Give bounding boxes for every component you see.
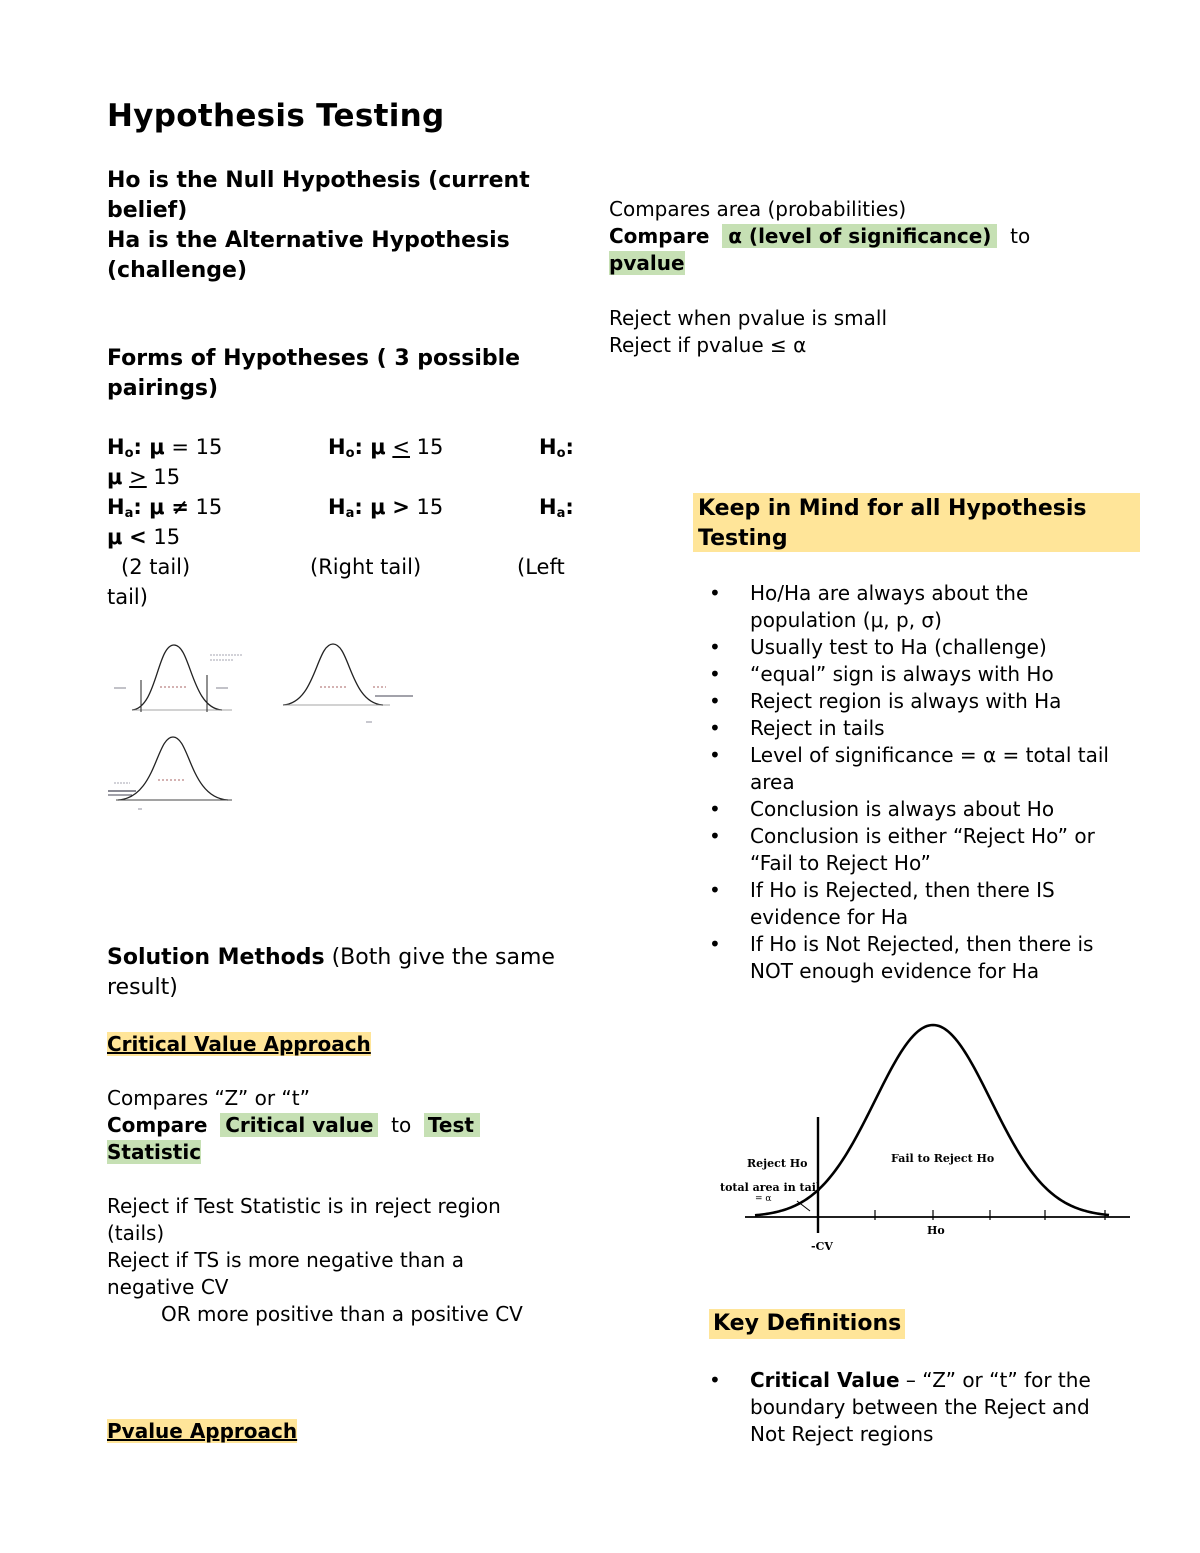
key-definitions-heading: Key Definitions	[709, 1309, 905, 1339]
pvalue-compare-line: Compare α (level of significance) to	[609, 224, 1031, 248]
hypothesis-pairings	[107, 432, 587, 612]
tail-label-left-1: (Left	[517, 555, 565, 579]
left-tail-rejection-graph	[715, 1015, 1135, 1260]
list-item	[707, 580, 1157, 634]
alt-def-line-2: (challenge)	[107, 258, 247, 283]
list-item: • Critical Value – “Z” or “t” for the boundary between the Reject and Not Reject regions	[707, 1367, 1157, 1448]
list-item-line: evidence for Ha	[750, 905, 909, 929]
null-hypothesis-left-tail: μ > 15	[107, 465, 181, 489]
list-item	[707, 715, 1157, 742]
list-item-line: • If Ho is Rejected, then there IS	[750, 878, 1055, 902]
null-hypothesis-left-tail-prefix: $H_o$:	[539, 435, 574, 461]
pvalue-approach-heading: Pvalue Approach	[107, 1419, 298, 1443]
fail-to-reject-label: Fail to Reject Ho	[891, 1152, 995, 1165]
ho-axis-label: Ho	[927, 1224, 945, 1237]
pvalue-rules: Reject when pvalue is small Reject if pvalue ≤ α	[609, 306, 888, 357]
right-tail-thumbnail	[278, 640, 418, 730]
list-item-line: • Reject region is always with Ha	[750, 689, 1062, 713]
keep-in-mind-heading: Keep in Mind for all Hypothesis Testing	[693, 493, 1140, 552]
list-item	[707, 796, 1157, 823]
alpha-label: = α	[755, 1194, 772, 1204]
critical-value-compare-line: Compare Critical value to Test	[107, 1112, 480, 1139]
alt-hypothesis-right-tail: $H_a$: μ > 15	[328, 495, 444, 521]
list-item-line: • Conclusion is always about Ho	[750, 797, 1055, 821]
forms-heading-line-2: pairings)	[107, 376, 219, 401]
critical-value-rules: Reject if Test Statistic is in reject region (tails) Reject if TS is more negative than a negative CV OR more positive than a positive CV	[107, 1194, 523, 1326]
alt-hypothesis-left-tail-prefix: $H_a$:	[539, 495, 574, 521]
list-item-line: • Usually test to Ha (challenge)	[750, 635, 1047, 659]
list-item-line: • “equal” sign is always with Ho	[750, 662, 1054, 686]
tail-label-right: (Right tail)	[310, 555, 422, 579]
forms-heading	[107, 344, 520, 404]
total-area-label: total area in tail	[720, 1181, 821, 1194]
keep-in-mind-list	[707, 580, 1157, 985]
tail-label-two: (2 tail)	[121, 555, 191, 579]
pvalue-compare-line-2: pvalue	[609, 251, 685, 275]
list-item-line: population (μ, p, σ)	[750, 608, 942, 632]
list-item-line: NOT enough evidence for Ha	[750, 959, 1040, 983]
list-item-line: • Level of significance = α = total tail	[750, 743, 1109, 767]
list-item	[707, 823, 1157, 877]
list-item-line: • Conclusion is either “Reject Ho” or	[750, 824, 1095, 848]
list-item-line: area	[750, 770, 795, 794]
list-item	[707, 742, 1157, 796]
solution-methods-heading: Solution Methods (Both give the same result)	[107, 945, 555, 1000]
page-title: Hypothesis Testing	[107, 98, 445, 134]
null-def-line-2: belief)	[107, 198, 188, 223]
list-item	[707, 931, 1157, 985]
key-definitions-list	[707, 1367, 1157, 1448]
null-hypothesis-two-tail: $H_o$: μ = 15	[107, 435, 223, 461]
forms-heading-line-1: Forms of Hypotheses ( 3 possible	[107, 346, 521, 371]
list-item	[707, 661, 1157, 688]
list-item	[707, 877, 1157, 931]
null-hypothesis-right-tail: $H_o$: μ < 15	[328, 435, 444, 461]
list-item	[707, 634, 1157, 661]
critical-value-compare-line-2: Statistic	[107, 1140, 202, 1164]
pvalue-compares: Compares area (probabilities)	[609, 197, 907, 221]
alt-def-line-1: Ha is the Alternative Hypothesis	[107, 228, 510, 253]
critical-value-compares: Compares “Z” or “t”	[107, 1086, 310, 1110]
reject-ho-label: Reject Ho	[747, 1157, 808, 1170]
two-tail-thumbnail	[112, 640, 252, 720]
list-item	[707, 688, 1157, 715]
list-item-line: “Fail to Reject Ho”	[750, 851, 931, 875]
tail-label-left-2: tail)	[107, 585, 148, 609]
list-item-line: • If Ho is Not Rejected, then there is	[750, 932, 1094, 956]
cv-axis-label: -CV	[811, 1240, 833, 1253]
null-hypothesis-definition	[107, 166, 530, 286]
null-def-line-1: Ho is the Null Hypothesis (current	[107, 168, 530, 193]
alt-hypothesis-left-tail: μ < 15	[107, 525, 181, 549]
critical-value-approach-heading: Critical Value Approach	[107, 1032, 371, 1056]
list-item-line: • Ho/Ha are always about the	[750, 581, 1029, 605]
alt-hypothesis-two-tail: $H_a$: μ ≠ 15	[107, 495, 223, 521]
list-item-line: • Reject in tails	[750, 716, 885, 740]
left-tail-thumbnail	[106, 733, 246, 813]
